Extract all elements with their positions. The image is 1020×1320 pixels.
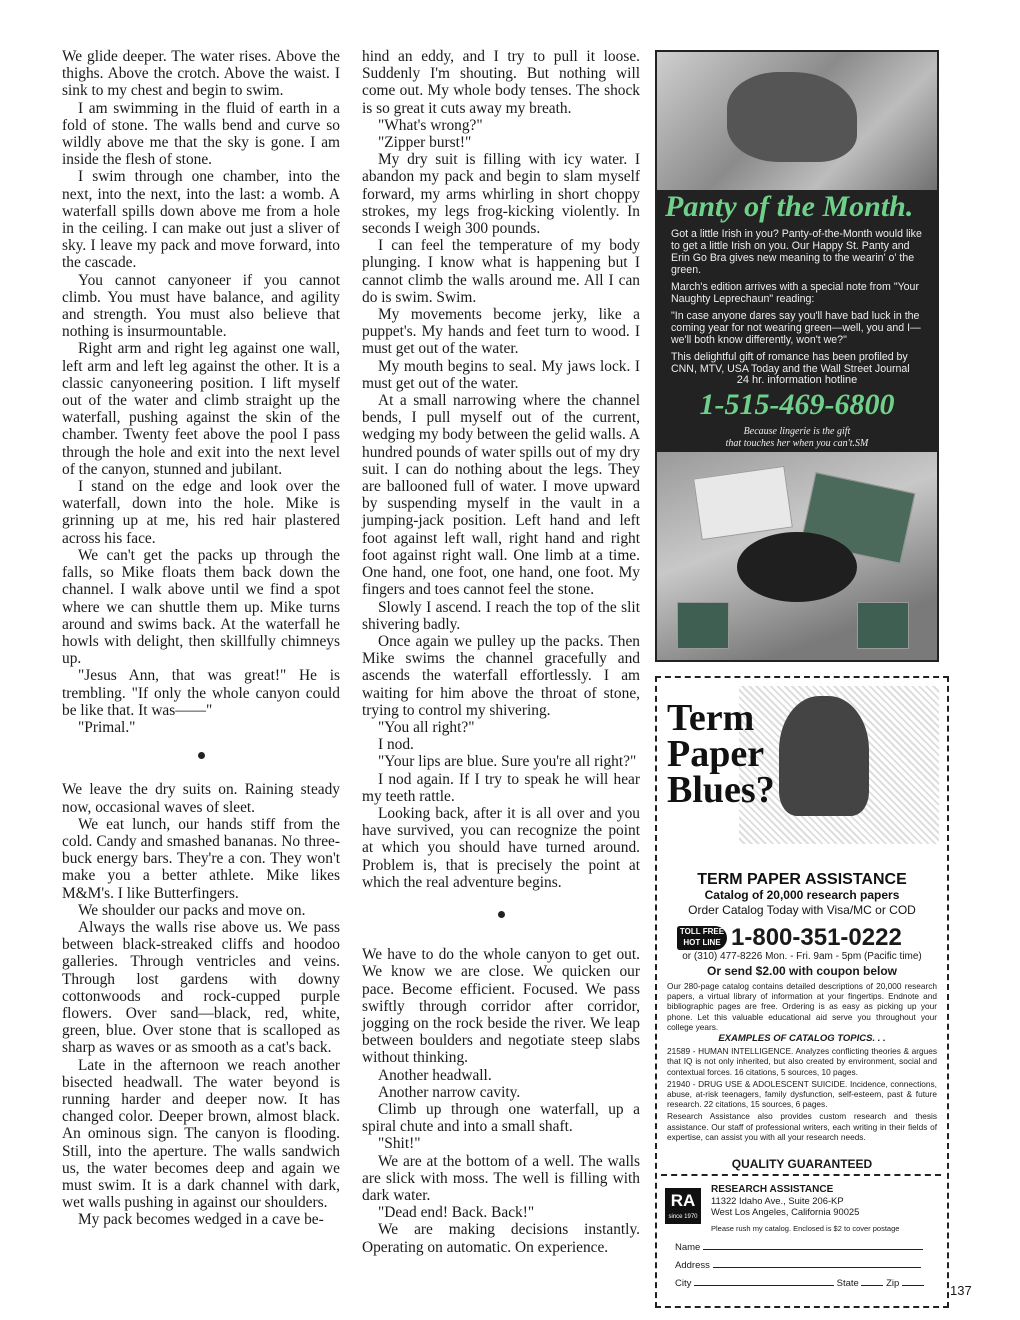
section-separator [362,905,640,922]
paragraph: We are making decisions instantly. Operating on automatic. On experience. [362,1221,640,1256]
paragraph: "Primal." [78,718,136,736]
ad-title [667,697,775,811]
alt-phone: or (310) 477-8226 Mon. - Fri. 9am - 5pm (Pacific time) [682,951,922,962]
catalog-line: Catalog of 20,000 research papers [704,888,900,902]
ad-paragraph: Got a little Irish in you? Panty-of-the-Month would like to get a little Irish on you. Our Happy St. Panty and Erin Go Bra gives new meaning to the wearin' o' the green. [671,228,922,276]
title-line-1: Term [667,697,755,739]
tagline-line-2: that touches her when you can't.SM [725,438,869,449]
paragraph: Another narrow cavity. [378,1083,521,1101]
address-line-2: West Los Angeles, California 90025 [711,1206,860,1217]
address-field[interactable]: Address [675,1258,921,1271]
ad-heading: TERM PAPER ASSISTANCE [697,871,907,888]
article-column-2 [362,48,640,1256]
ad-headline: Panty of the Month. [665,190,914,223]
paragraph: "Zipper burst!" [378,134,472,152]
desc-paragraph: Our 280-page catalog contains detailed descriptions of 20,000 research papers, a virtual library of information at your fingertips. Endnote and bibliographic pages are free. Ordering is as easy as picking up your phone. Let this valuable educational aid serve you throughout your college years. [667,981,937,1032]
paragraph: Always the walls rise above us. We pass between black-streaked cliffs and hoodoo galleries. Through ventricles and veins. Through lost gardens with downy cottonwoods and rock-cupped purple flowers. Over sand—black, red, white, green, blue. Over stone that is scalloped as sharp as waves or as smooth as a cat's back. [62,918,340,1057]
paragraph: We eat lunch, our hands stiff from the cold. Candy and smashed bananas. No three-buck energy bars. They're a con. They won't make you a better athlete. Mike likes M&M's. I like Butterfingers. [62,815,340,902]
ad-paragraph: "In case anyone dares say you'll have bad luck in the coming year for not wearing green—well, you and I—we'll both know differently, won't we?" [671,310,921,346]
title-line-3: Blues? [667,769,775,811]
ad-body [671,228,927,380]
address-line-1: 11322 Idaho Ave., Suite 206-KP [711,1195,844,1206]
order-coupon [661,1174,941,1304]
bullet-dot-icon [498,911,505,918]
gift-box-icon [857,602,909,649]
toll-free-hotline [677,924,937,952]
paragraph: I am swimming in the fluid of earth in a fold of stone. The walls bend and curve so wildly above me that the sky is gone. I am inside the flesh of stone. [62,99,340,169]
ad-subheading [657,888,947,918]
ad-paragraph: March's edition arrives with a special note from "Your Naughty Leprechaun" reading: [671,281,919,305]
paragraph: We glide deeper. The water rises. Above the thighs. Above the crotch. Above the waist. I sink to my chest and begin to swim. [62,48,340,100]
col1-part-b [62,781,340,1228]
paragraph: We can't get the packs up through the falls, so Mike floats them back down the channel. I walk above until we find a spot where we can shuttle them up. Mike turns around and swims back. At the waterfall he howls with delight, then skillfully chimneys up. [62,546,340,668]
model-figure-icon [727,72,857,162]
col2-part-b [362,946,640,1256]
col1-part-a [62,48,340,736]
rush-note: Please rush my catalog. Enclosed is $2 to cover postage [711,1224,900,1233]
paragraph: Right arm and right leg against one wall, left arm and left leg against the other. It is a classic canyoneering position. I lift myself out of the water and climb straight up the waterfall, pushing against the skin of the chamber. Twenty feet above the pool I pass through the hole and exit into the next level of the canyon, stunned and jubilant. [62,340,340,478]
paragraph: I nod again. If I try to speak he will hear my teeth rattle. [362,770,640,805]
city-state-zip-field[interactable]: City State Zip [675,1276,924,1289]
paragraph: "What's wrong?" [378,116,483,134]
ad-panty-of-the-month [655,50,939,662]
tagline-line-1: Because lingerie is the gift [743,426,851,437]
quality-guaranteed: QUALITY GUARANTEED [731,1157,873,1171]
ad-description [667,981,937,1144]
examples-heading: EXAMPLES OF CATALOG TOPICS. . . [718,1033,886,1045]
paragraph: hind an eddy, and I try to pull it loose. Suddenly I'm shouting. But nothing will come out. My whole body tenses. The shock is so great it cuts away my breath. [362,48,640,117]
article-column-1 [62,48,340,1229]
paragraph: "Your lips are blue. Sure you're all right?" [378,753,637,771]
paragraph: Looking back, after it is all over and you have survived, you can recognize the point at which you should have turned around. Problem is, that is precisely the point at which the real adventure begins. [362,804,640,891]
paragraph: My dry suit is filling with icy water. I abandon my pack and begin to slam myself forward, my arms whirling in short choppy strokes, my legs frog-kicking violently. In seconds I weigh 300 pounds. [362,151,640,238]
paragraph: "Jesus Ann, that was great!" He is trembling. "If only the whole canyon could be like that. It was——" [62,667,340,719]
paragraph: We leave the dry suits on. Raining steady now, occasional waves of sleet. [62,781,340,816]
paragraph: You cannot canyoneer if you cannot climb. You must have balance, and agility and strength. You must also believe that nothing is insurmountable. [62,271,340,341]
name-field[interactable]: Name [675,1240,923,1253]
paragraph: We shoulder our packs and move on. [78,901,306,919]
example-item: 21940 - DRUG USE & ADOLESCENT SUICIDE. Incidence, connections, abuse, at-risk teenagers, family dysfunction, self-esteem, past & future research. 22 citations, 15 sources, 6 pages. [667,1078,937,1110]
toll-free-badge-icon: TOLL FREE HOT LINE [677,926,727,950]
bullet-dot-icon [198,752,205,759]
company-address [711,1184,941,1217]
page-number: 137 [950,1283,972,1298]
paragraph: My movements become jerky, like a puppet's. My hands and feet turn to wood. I must get out of the water. [362,306,640,358]
product-photo [657,452,937,660]
note-card-icon [693,466,793,540]
gift-box-icon [677,602,729,649]
paragraph: I can feel the temperature of my body plunging. I know what is happening but I cannot climb the walls around me. All I can do is swim. Swim. [362,237,640,306]
lingerie-icon [737,532,857,602]
col2-part-a [362,48,640,891]
ad-term-paper-assistance [655,676,949,1308]
paragraph: Another headwall. [378,1066,492,1084]
title-line-2: Paper [667,733,765,775]
paragraph: "Dead end! Back. Back!" [378,1204,535,1222]
paragraph: "You all right?" [378,718,475,736]
ra-logo-icon: RA since 1970 [665,1188,701,1224]
company-name: RESEARCH ASSISTANCE [711,1184,834,1195]
send-line: Or send $2.00 with coupon below [706,964,898,978]
paragraph: Once again we pulley up the packs. Then Mike swims the channel gracefully and ascends the waterfall effortlessly. I am waiting for him above the throat of stone, trying to control my shivering. [362,632,640,719]
paragraph: "Shit!" [378,1135,421,1153]
hotline-phone: 1-515-469-6800 [699,388,895,421]
paragraph: I swim through one chamber, into the next, into the next, into the last: a womb. A waterfall spills down above me from a hole in the ceiling. I can make out just a sliver of sky. I leave my pack and move forward, into the cascade. [62,168,340,272]
paragraph: We are at the bottom of a well. The walls are slick with moss. The well is filling with dark water. [362,1152,640,1204]
ad-tagline [657,426,937,450]
paragraph: At a small narrowing where the channel bends, I pull myself out of the current, wedging my body between the gelid walls. A hundred pounds of water spills out of my dry suit. I can do nothing about the legs. They are ballooned full of water. I move upward by suspending myself in the vault in a jumping-jack position. Left hand and left foot against left wall, right hand and right foot against right wall. One limb at a time. One hand, one foot, one hand, one foot. My fingers and toes cannot feel the stone. [362,392,640,599]
paragraph: Slowly I ascend. I reach the top of the slit shivering badly. [362,598,640,633]
paragraph: We have to do the whole canyon to get out. We know we are close. We quicken our pace. Become efficient. Focused. We pass swiftly through corridor after corridor, jogging on the rock beside the river. We leap between boulders and negotiate steep slabs without thinking. [362,946,640,1067]
custom-paragraph: Research Assistance also provides custom research and thesis assistance. Our staff of professional writers, each writing in their fields of expertise, can assist you with all your research needs. [667,1111,937,1142]
toll-free-number: 1-800-351-0222 [731,924,902,951]
paragraph: My mouth begins to seal. My jaws lock. I must get out of the water. [362,357,640,392]
paragraph: Late in the afternoon we reach another bisected headwall. The water beyond is running harder and deeper now. It has changed color. Deeper brown, almost black. An ominous sign. The canyon is flooding. Still, into the aperture. The walls sandwich us, the water becomes deep and again we must swim. It is a dark channel with dark, wet walls pushing in against our shoulders. [62,1056,340,1212]
ad-paragraph: This delightful gift of romance has been profiled by CNN, MTV, USA Today and the Wall Street Journal [671,351,910,375]
student-figure-icon [779,696,869,816]
paragraph: Climb up through one waterfall, up a spiral chute and into a small shaft. [362,1100,640,1136]
example-item: 21589 - HUMAN INTELLIGENCE. Analyzes conflicting theories & argues that IQ is not only inherited, but also created by environment, social and contextual forces. 16 citations, 5 sources, 10 pages. [667,1046,937,1077]
paragraph: My pack becomes wedged in a cave be- [78,1211,324,1229]
paragraph: I nod. [378,736,414,754]
hotline-label: 24 hr. information hotline [736,374,858,386]
order-line: Order Catalog Today with Visa/MC or COD [688,903,916,917]
section-separator [62,746,340,763]
model-photo [657,52,937,190]
paragraph: I stand on the edge and look over the waterfall, down into the hole. Mike is grinning up at me, his red hair plastered across his face. [62,478,340,547]
